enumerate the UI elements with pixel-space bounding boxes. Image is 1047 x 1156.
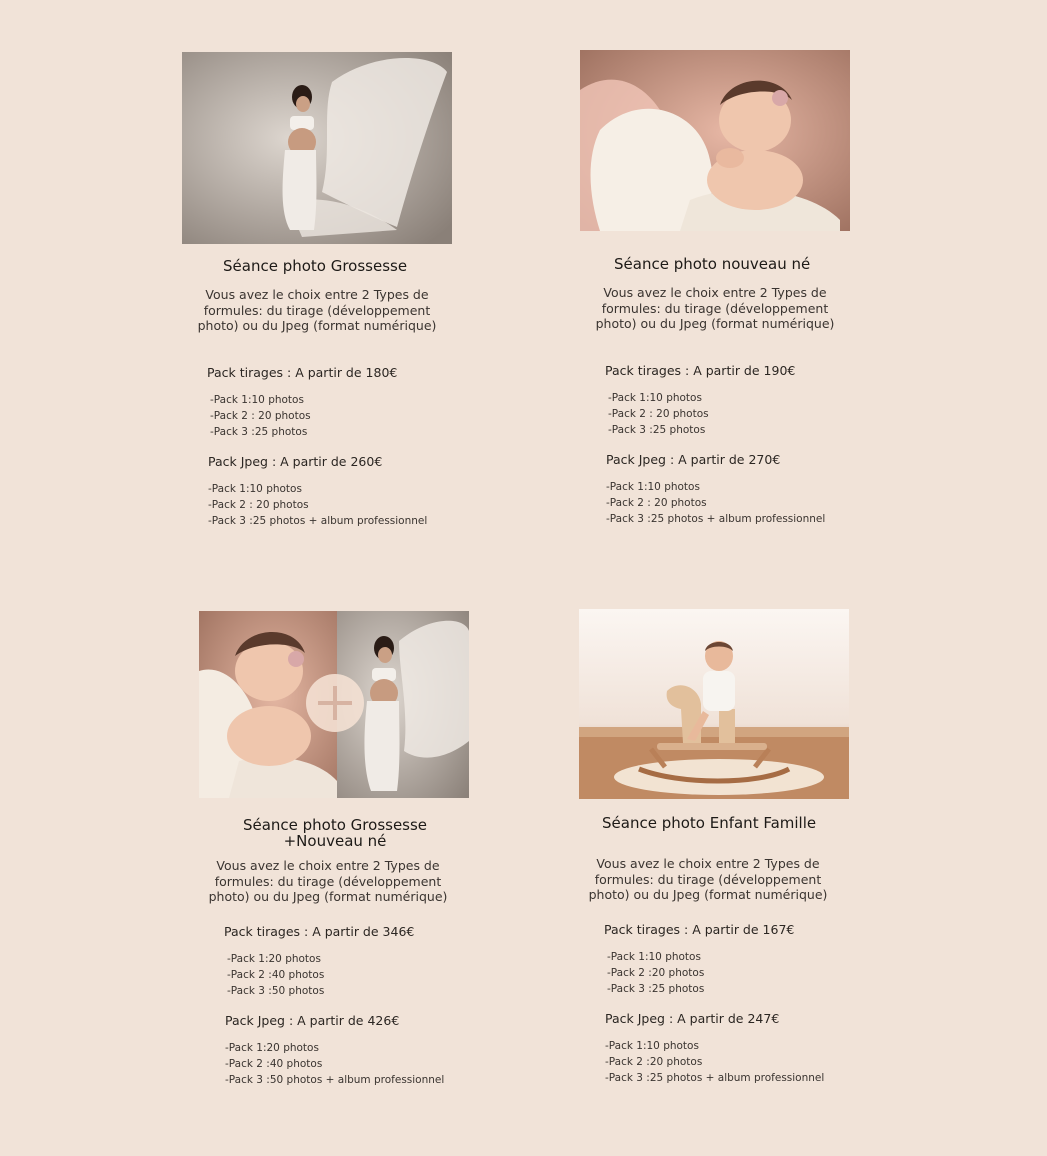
card-intro: Vous avez le choix entre 2 Types de formules: du tirage (développement photo) ou du Jpeg (format numérique) xyxy=(197,287,437,333)
list-item: -Pack 1:10 photos xyxy=(605,1040,699,1052)
list-item: -Pack 1:10 photos xyxy=(606,481,700,493)
card-title: Séance photo nouveau né xyxy=(614,255,811,273)
list-item: -Pack 3 :50 photos xyxy=(227,985,325,997)
list-item: -Pack 1:20 photos xyxy=(227,953,321,965)
list-item: -Pack 3 :50 photos + album professionnel xyxy=(225,1074,445,1086)
pack-tirages-heading: Pack tirages : A partir de 167€ xyxy=(604,922,795,937)
list-item: -Pack 3 :25 photos xyxy=(210,426,308,438)
list-item: -Pack 2 :20 photos xyxy=(607,967,705,979)
pack-tirages-heading: Pack tirages : A partir de 346€ xyxy=(224,924,415,939)
list-item: -Pack 2 : 20 photos xyxy=(208,499,309,511)
photo-enfant-famille xyxy=(579,609,849,799)
pack-tirages-list xyxy=(608,390,709,438)
pack-tirages-list xyxy=(607,949,704,997)
pack-tirages-list xyxy=(227,951,324,999)
list-item: -Pack 2 :40 photos xyxy=(225,1058,323,1070)
photo-grossesse-nouveau-ne xyxy=(199,611,469,798)
list-item: -Pack 3 :25 photos xyxy=(607,983,705,995)
list-item: -Pack 1:10 photos xyxy=(210,394,304,406)
list-item: -Pack 1:10 photos xyxy=(607,951,701,963)
card-title: Séance photo Grossesse xyxy=(223,257,408,275)
plus-icon xyxy=(306,674,364,732)
card-intro: Vous avez le choix entre 2 Types de formules: du tirage (développement photo) ou du Jpeg (format numérique) xyxy=(588,856,828,902)
pack-jpeg-heading: Pack Jpeg : A partir de 260€ xyxy=(208,454,383,469)
list-item: -Pack 3 :25 photos xyxy=(608,424,706,436)
pack-tirages-heading: Pack tirages : A partir de 190€ xyxy=(605,363,796,378)
pack-jpeg-list xyxy=(606,479,825,527)
list-item: -Pack 1:10 photos xyxy=(208,483,302,495)
card-intro: Vous avez le choix entre 2 Types de formules: du tirage (développement photo) ou du Jpeg (format numérique) xyxy=(208,858,448,904)
list-item: -Pack 2 : 20 photos xyxy=(210,410,311,422)
pack-jpeg-list xyxy=(208,481,427,529)
pack-jpeg-heading: Pack Jpeg : A partir de 247€ xyxy=(605,1011,780,1026)
pack-jpeg-list xyxy=(605,1038,824,1086)
list-item: -Pack 2 : 20 photos xyxy=(606,497,707,509)
list-item: -Pack 2 :40 photos xyxy=(227,969,325,981)
list-item: -Pack 2 :20 photos xyxy=(605,1056,703,1068)
list-item: -Pack 1:10 photos xyxy=(608,392,702,404)
photo-nouveau-ne xyxy=(580,50,850,231)
card-intro: Vous avez le choix entre 2 Types de formules: du tirage (développement photo) ou du Jpeg (format numérique) xyxy=(595,285,835,331)
pack-tirages-heading: Pack tirages : A partir de 180€ xyxy=(207,365,398,380)
pack-tirages-list xyxy=(210,392,311,440)
photo-grossesse xyxy=(182,52,452,244)
list-item: -Pack 1:20 photos xyxy=(225,1042,319,1054)
list-item: -Pack 3 :25 photos + album professionnel xyxy=(606,513,826,525)
card-title: Séance photo Enfant Famille xyxy=(602,814,817,832)
card-title: Séance photo Grossesse +Nouveau né xyxy=(242,816,428,850)
pack-jpeg-heading: Pack Jpeg : A partir de 270€ xyxy=(606,452,781,467)
list-item: -Pack 3 :25 photos + album professionnel xyxy=(208,515,428,527)
pack-jpeg-heading: Pack Jpeg : A partir de 426€ xyxy=(225,1013,400,1028)
pack-jpeg-list xyxy=(225,1040,444,1088)
list-item: -Pack 3 :25 photos + album professionnel xyxy=(605,1072,825,1084)
list-item: -Pack 2 : 20 photos xyxy=(608,408,709,420)
